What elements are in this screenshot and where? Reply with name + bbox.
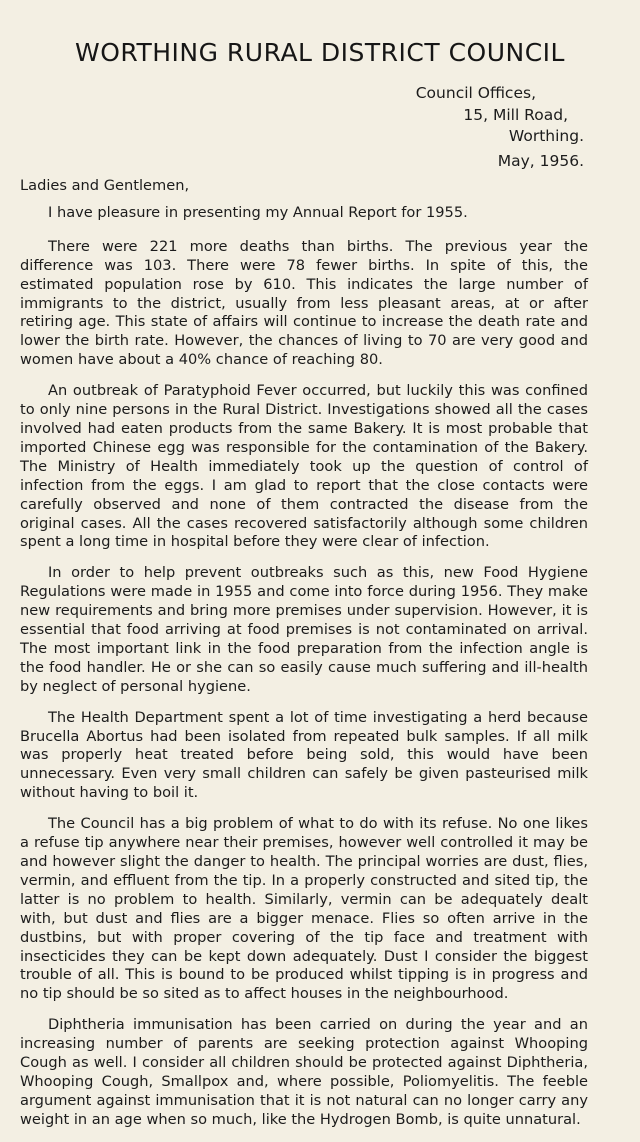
paragraph-immunisation: Diphtheria immunisation has been carried on during the year and an increasing number of parents are seeking protection against Whooping Cough as well. I consider all children should be protected against Diphtheria, Whooping Cough, Smallpox and, where possible, Poliomyelitis. The feeble argument against immunisation that it is not natural can no longer carry any weight in an age when so much, like the Hydrogen Bomb, is quite unnatural. <box>20 1016 588 1128</box>
paragraph-paratyphoid: An outbreak of Paratyphoid Fever occurred, but luckily this was confined to only nine persons in the Rural District. Investigations showed all the cases involved had eaten products from the same Bakery. It is most probable that imported Chinese egg was responsible for the contamination of the Bakery. The Ministry of Health immediately took up the question of control of infection from the eggs. I am glad to report that the close contacts were carefully observed and none of them contracted the disease from the original cases. All the cases recovered satisfactorily although some children spent a long time in hospital before they were clear of infection. <box>20 382 588 551</box>
paragraph-intro: I have pleasure in presenting my Annual Report for 1955. <box>48 203 468 221</box>
page-title: WORTHING RURAL DISTRICT COUNCIL <box>75 38 565 67</box>
paragraph-births-deaths: There were 221 more deaths than births. The previous year the difference was 103. There were 78 fewer births. In spite of this, the estimated population rose by 610. This indicates the large number of immigrants to the district, usually from less pleasant areas, at or after retiring age. This state of affairs will continue to increase the death rate and lower the birth rate. However, the chances of living to 70 are very good and women have about a 40% chance of reaching 80. <box>20 237 588 369</box>
paragraph-refuse: The Council has a big problem of what to do with its refuse. No one likes a refuse tip anywhere near their premises, however well controlled it may be and however slight the danger to health. The principal worries are dust, flies, vermin, and effluent from the tip. In a properly constructed and sited tip, the latter is no problem to health. Similarly, vermin can be adequately dealt with, but dust and flies are a bigger menace. Flies so often arrive in the dustbins, but with proper covering of the tip face and treatment with insecticides they can be kept down adequately. Dust I consider the biggest trouble of all. This is bound to be produced whilst tipping is in progress and no tip should be so sited as to affect houses in the neighbourhood. <box>20 815 588 1003</box>
address-line-offices: Council Offices, <box>415 84 536 102</box>
letter-date: May, 1956. <box>497 151 584 170</box>
address-line-town: Worthing. <box>508 127 584 145</box>
paragraph-brucella: The Health Department spent a lot of time investigating a herd because Brucella Abortus had been isolated from repeated bulk samples. If all milk was properly heat treated before being sold, this would have been unnecessary. Even very small children can safely be given pasteurised milk without having to boil it. <box>20 708 588 802</box>
salutation: Ladies and Gentlemen, <box>20 177 190 194</box>
paragraph-food-hygiene: In order to help prevent outbreaks such as this, new Food Hygiene Regulations were made in 1955 and come into force during 1956. They make new requirements and bring more premises under supervision. However, it is essential that food arriving at food premises is not contaminated on arrival. The most important link in the food preparation from the infection angle is the food handler. He or she can so easily cause much suffering and ill-health by neglect of personal hygiene. <box>20 564 588 695</box>
address-line-street: 15, Mill Road, <box>463 105 568 124</box>
letter-body <box>20 177 588 1142</box>
sender-address <box>284 83 584 172</box>
